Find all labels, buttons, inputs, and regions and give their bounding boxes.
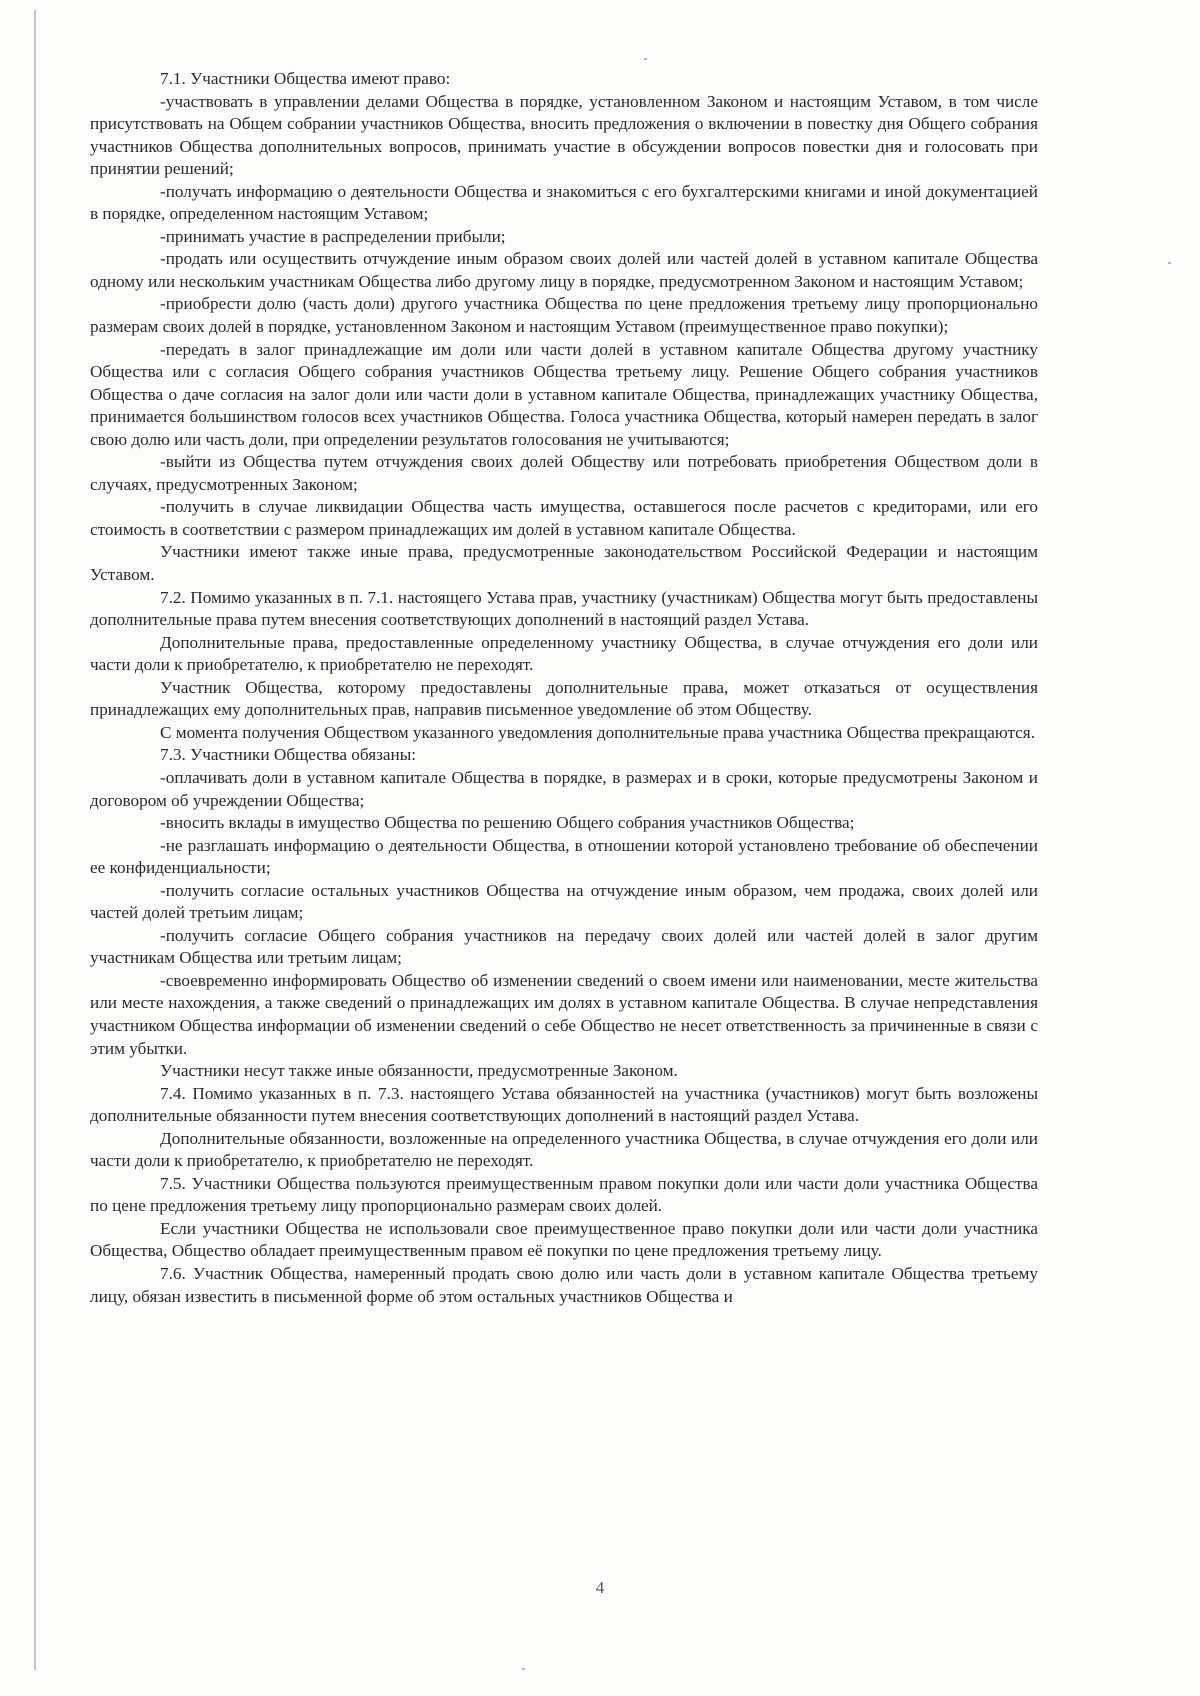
scan-edge-line — [34, 10, 36, 1670]
paragraph: Дополнительные права, предоставленные определенному участнику Общества, в случае отчуждения его доли или части доли к приобретателю, к приобретателю не переходят. — [90, 632, 1038, 675]
paragraph: Участники несут также иные обязанности, предусмотренные Законом. — [160, 1061, 678, 1081]
paragraph: Участник Общества, которому предоставлены дополнительные права, может отказаться от осуществления принадлежащих ему дополнительных прав, направив письменное уведомление об этом Обществу. — [90, 677, 1038, 720]
paragraph: Участники имеют также иные права, предусмотренные законодательством Российской Федерации и настоящим Уставом. — [90, 542, 1038, 585]
paragraph: 7.6. Участник Общества, намеренный продать свою долю или часть доли в уставном капитале Общества третьему лицу, обязан известить в письменной форме об этом остальных участников Общества и — [90, 1263, 1038, 1306]
paragraph: -участвовать в управлении делами Общества в порядке, установленном Законом и настоящим Уставом, в том числе присутствовать на Общем собрании участников Общества, вносить предложения о включении в повестку дня Общего собрания участников Общества дополнительных вопросов, принимать участие в обсуждении вопросов повестки дня и голосовать при принятии решений; — [90, 91, 1038, 179]
scan-speck — [1168, 262, 1171, 264]
page-number: 4 — [595, 1578, 605, 1597]
paragraph: С момента получения Обществом указанного уведомления дополнительные права участника Общества прекращаются. — [160, 722, 1035, 742]
paragraph: -передать в залог принадлежащие им доли или части долей в уставном капитале Общества другому участнику Общества или с согласия Общего собрания участников Общества третьему лицу. Решение Общего собрания участников Общества о даче согласия на залог доли или части доли в уставном капитале Общества, принадлежащих участнику Общества, принимается большинством голосов всех участников Общества. Голоса участника Общества, который намерен передать в залог свою долю или часть доли, при определении результатов голосования не учитываются; — [90, 339, 1038, 449]
scan-speck — [644, 58, 647, 60]
paragraph: 7.3. Участники Общества обязаны: — [160, 745, 417, 765]
document-body — [90, 68, 1038, 1308]
paragraph: -не разглашать информацию о деятельности Общества, в отношении которой установлено требование об обеспечении ее конфиденциальности; — [90, 835, 1038, 878]
scan-speck — [522, 1668, 525, 1670]
paragraph: -получать информацию о деятельности Общества и знакомиться с его бухгалтерскими книгами и иной документацией в порядке, определенном настоящим Уставом; — [90, 181, 1038, 224]
paragraph: Если участники Общества не использовали свое преимущественное право покупки доли или части доли участника Общества, Общество обладает преимущественным правом её покупки по цене предложения третьему лицу. — [90, 1218, 1038, 1261]
paragraph: -вносить вклады в имущество Общества по решению Общего собрания участников Общества; — [160, 813, 855, 833]
paragraph: -приобрести долю (часть доли) другого участника Общества по цене предложения третьему лицу пропорционально размерам своих долей в порядке, установленном Законом и настоящим Уставом (преимущественное право покупки); — [90, 294, 1038, 337]
paragraph: 7.1. Участники Общества имеют право: — [160, 69, 451, 88]
paragraph: -принимать участие в распределении прибыли; — [160, 226, 506, 246]
paragraph: -своевременно информировать Общество об изменении сведений о своем имени или наименовании, месте жительства или месте нахождения, а также сведений о принадлежащих им долях в уставном капитале Общества. В случае непредставления участником Общества информации об изменении сведений о себе Общество не несет ответственность за причиненные в связи с этим убытки. — [90, 970, 1038, 1058]
paragraph: 7.5. Участники Общества пользуются преимущественным правом покупки доли или части доли участника Общества по цене предложения третьему лицу пропорционально размерам своих долей. — [90, 1173, 1038, 1216]
paragraph: -получить согласие остальных участников Общества на отчуждение иным образом, чем продажа, своих долей или частей долей третьим лицам; — [90, 880, 1038, 923]
paragraph: -продать или осуществить отчуждение иным образом своих долей или частей долей в уставном капитале Общества одному или нескольким участникам Общества либо другому лицу в порядке, предусмотренном Законом и настоящим Уставом; — [90, 249, 1038, 291]
paragraph: 7.4. Помимо указанных в п. 7.3. настоящего Устава обязанностей на участника (участников) могут быть возложены дополнительные обязанности путем внесения соответствующих дополнений в настоящий раздел Устава. — [90, 1083, 1038, 1126]
paragraph: -выйти из Общества путем отчуждения своих долей Обществу или потребовать приобретения Обществом доли в случаях, предусмотренных Законом; — [90, 452, 1038, 494]
paragraph: 7.2. Помимо указанных в п. 7.1. настоящего Устава прав, участнику (участникам) Общества могут быть предоставлены дополнительные права путем внесения соответствующих дополнений в настоящий раздел Устава. — [90, 587, 1038, 630]
paragraph: -получить в случае ликвидации Общества часть имущества, оставшегося после расчетов с кредиторами, или его стоимость в соответствии с размером принадлежащих им долей в уставном капитале Общества. — [90, 497, 1038, 539]
paragraph: -получить согласие Общего собрания участников на передачу своих долей или частей долей в залог другим участникам Общества или третьим лицам; — [90, 925, 1038, 968]
paragraph: Дополнительные обязанности, возложенные на определенного участника Общества, в случае отчуждения его доли или части доли к приобретателю, к приобретателю не переходят. — [90, 1128, 1038, 1171]
paragraph: -оплачивать доли в уставном капитале Общества в порядке, в размерах и в сроки, которые предусмотрены Законом и договором об учреждении Общества; — [90, 767, 1038, 810]
